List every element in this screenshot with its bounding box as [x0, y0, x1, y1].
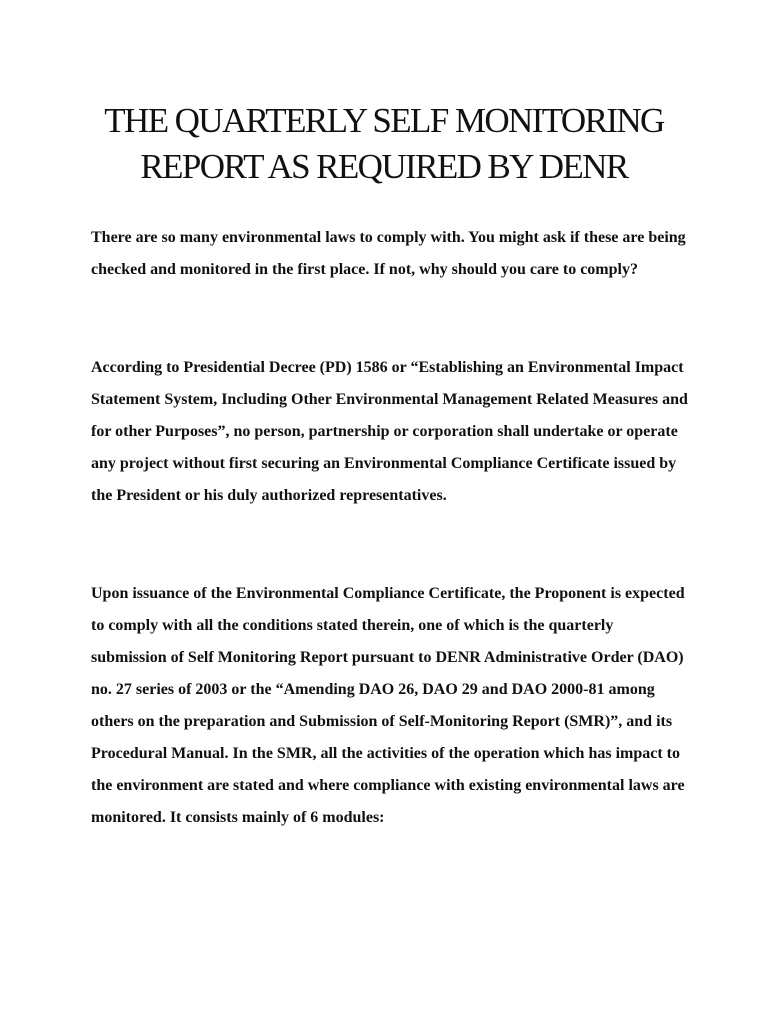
document-title: THE QUARTERLY SELF MONITORING REPORT AS REQUIRED BY DENR — [104, 101, 664, 186]
paragraph-intro: There are so many environmental laws to comply with. You might ask if these are being checked and monitored in the first place. If not, why should you care to comply? — [91, 229, 686, 278]
paragraph-pd-1586: According to Presidential Decree (PD) 1586 or “Establishing an Environmental Impact Statement System, Including Other Environmental Management Related Measures and for other Purposes”, no person, partnership or corporation shall undertake or operate any project without first securing an Environmental Compliance Certificate issued by the President or his duly authorized representatives. — [91, 359, 688, 504]
paragraph-smr: Upon issuance of the Environmental Compliance Certificate, the Proponent is expected to comply with all the conditions stated therein, one of which is the quarterly submission of Self Monitoring Report pursuant to DENR Administrative Order (DAO) no. 27 series of 2003 or the “Amending DAO 26, DAO 29 and DAO 2000-81 among others on the preparation and Submission of Self-Monitoring Report (SMR)”, and its Procedural Manual. In the SMR, all the activities of the operation which has impact to the environment are stated and where compliance with existing environmental laws are monitored. It consists mainly of 6 modules: — [91, 585, 685, 826]
